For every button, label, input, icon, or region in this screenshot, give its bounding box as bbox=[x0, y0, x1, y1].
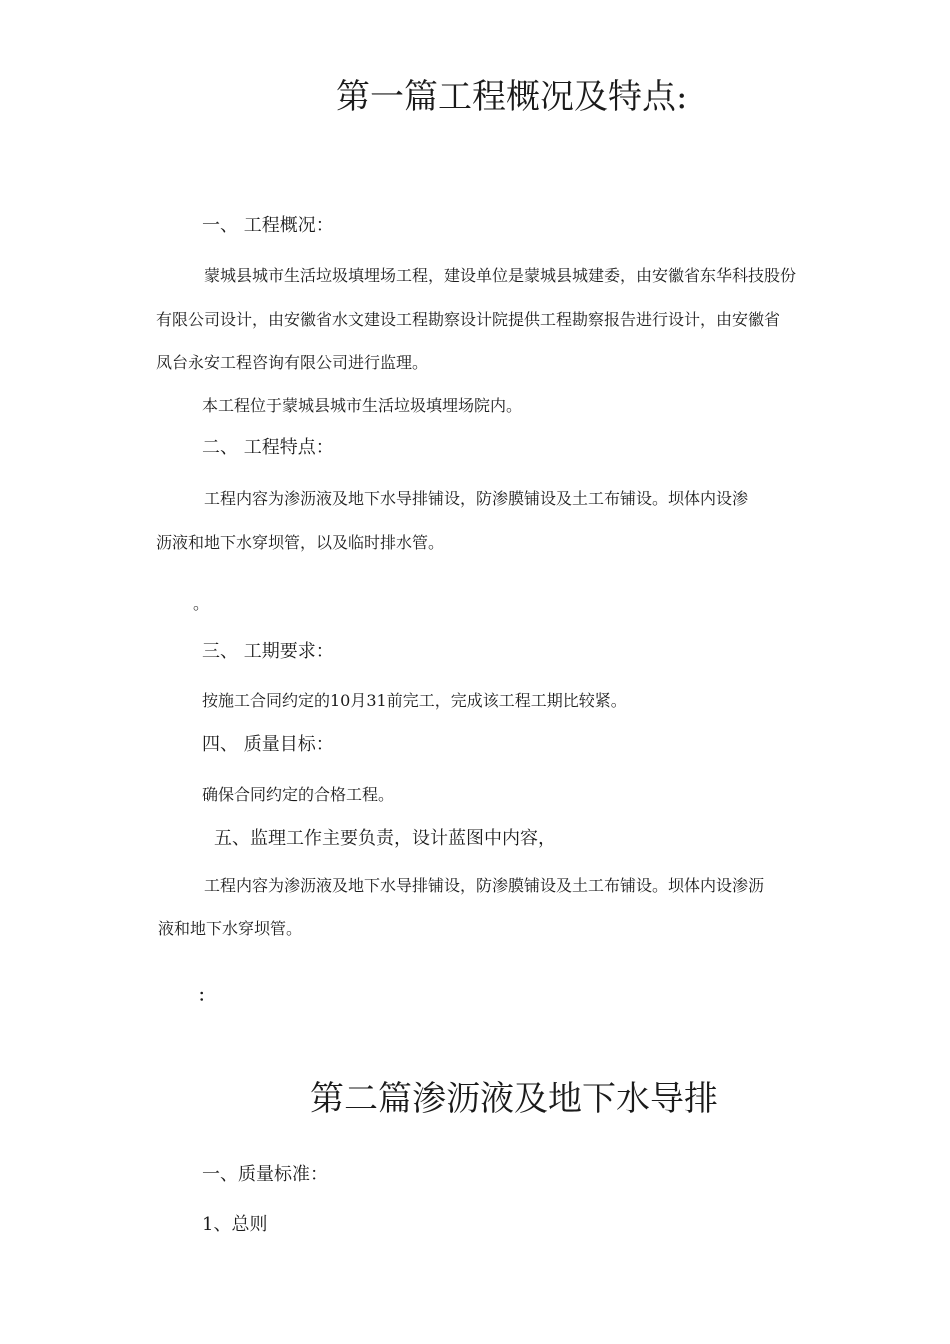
section2-para1-line1: 工程内容为渗沥液及地下水导排铺设，防渗膜铺设及土工布铺设。坝体内设渗 bbox=[204, 489, 749, 508]
section2-para1-line2: 沥液和地下水穿坝管，以及临时排水管。 bbox=[156, 533, 445, 552]
section5-heading: 五、监理工作主要负责，设计蓝图中内容， bbox=[214, 828, 556, 849]
section1-para1-line1: 蒙城县城市生活垃圾填埋场工程，建设单位是蒙城县城建委，由安徽省东华科技股份 bbox=[204, 266, 797, 285]
part2-section1-item1: 1、总则 bbox=[202, 1214, 268, 1235]
section1-para1-line2: 有限公司设计，由安徽省水文建设工程勘察设计院提供工程勘察报告进行设计，由安徽省 bbox=[156, 310, 781, 329]
part2-section1-heading: 一、质量标准： bbox=[202, 1164, 328, 1185]
section5-para-line2: 液和地下水穿坝管。 bbox=[158, 919, 303, 938]
section1-para1-line3: 凤台永安工程咨询有限公司进行监理。 bbox=[156, 353, 429, 372]
part2-title: 第二篇渗沥液及地下水导排 bbox=[310, 1079, 718, 1119]
section4-heading: 四、 质量目标： bbox=[202, 734, 334, 755]
section2-stray-mark: 。 bbox=[193, 594, 210, 613]
section4-para: 确保合同约定的合格工程。 bbox=[202, 785, 395, 804]
section1-heading: 一、 工程概况： bbox=[202, 215, 334, 236]
section2-heading: 二、 工程特点： bbox=[202, 437, 334, 458]
section5-stray-mark: ： bbox=[198, 986, 215, 1005]
section1-para2: 本工程位于蒙城县城市生活垃圾填埋场院内。 bbox=[202, 396, 523, 415]
section5-para-line1: 工程内容为渗沥液及地下水导排铺设，防渗膜铺设及土工布铺设。坝体内设渗沥 bbox=[204, 876, 765, 895]
part1-title: 第一篇工程概况及特点: bbox=[336, 77, 688, 117]
section3-heading: 三、 工期要求： bbox=[202, 641, 334, 662]
section3-para: 按施工合同约定的10月31前完工，完成该工程工期比较紧。 bbox=[202, 691, 627, 710]
